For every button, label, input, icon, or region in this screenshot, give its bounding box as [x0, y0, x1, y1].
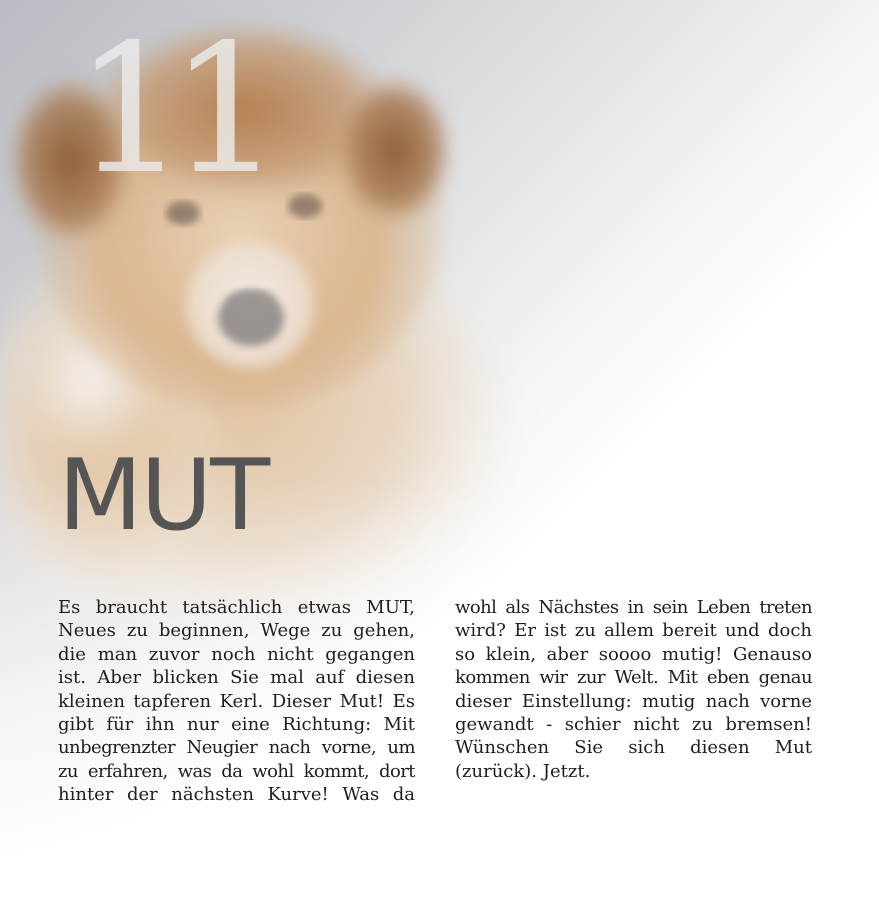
- text-line: unbegrenzter Neugier nach vorne, um: [58, 737, 415, 759]
- text-line: wohl als Nächstes in sein Leben treten: [455, 597, 812, 618]
- page-number: 11: [74, 6, 265, 213]
- text-line: Neues zu beginnen, Wege zu gehen,: [58, 620, 415, 642]
- text-line: Wünschen Sie sich diesen Mut: [455, 737, 812, 759]
- text-line: Es braucht tatsächlich etwas MUT,: [58, 597, 415, 618]
- text-line: kleinen tapferen Kerl. Dieser Mut! Es: [58, 690, 415, 712]
- text-line: (zurück). Jetzt.: [455, 760, 591, 782]
- text-line: gibt für ihn nur eine Richtung: Mit: [58, 714, 415, 736]
- text-line: hinter der nächsten Kurve! Was da: [58, 784, 415, 806]
- text-line: zu erfahren, was da wohl kommt, dort: [58, 760, 415, 782]
- text-line: ist. Aber blicken Sie mal auf diesen: [58, 667, 415, 689]
- page-title: MUT: [58, 439, 269, 553]
- text-line: kommen wir zur Welt. Mit eben genau: [455, 667, 812, 689]
- body-text-left-column: [58, 596, 415, 807]
- text-line: wird? Er ist zu allem bereit und doch: [455, 620, 812, 642]
- text-line: gewandt - schier nicht zu bremsen!: [455, 714, 812, 736]
- body-text-right-column: [455, 596, 812, 783]
- text-line: dieser Einstellung: mutig nach vorne: [455, 690, 812, 712]
- text-line: so klein, aber soooo mutig! Genauso: [455, 643, 812, 665]
- text-line: die man zuvor noch nicht gegangen: [58, 643, 415, 665]
